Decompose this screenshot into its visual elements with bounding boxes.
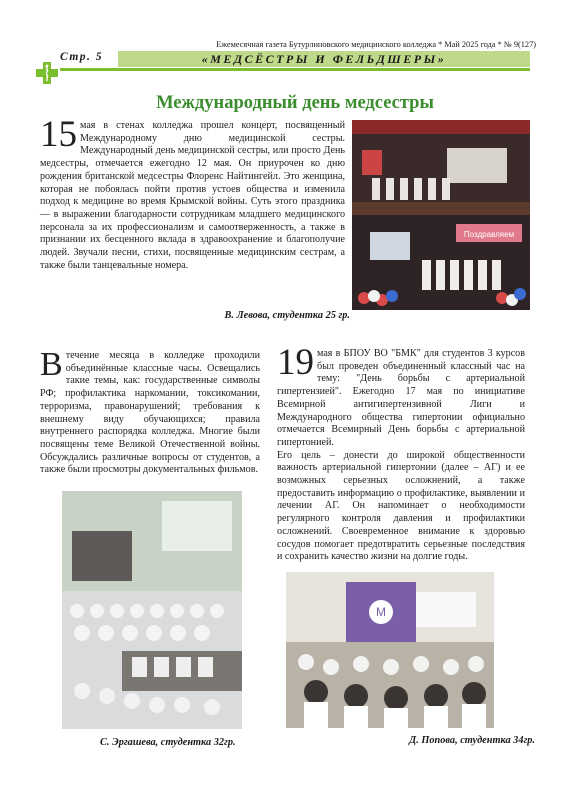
concert-photo [352,120,530,310]
article1-text: мая в стенах колледжа прошел концерт, посвященный Международному дню медицинской сестры. Международный день медицинской сестры, или просто День медсестры, отмечается ежегодно 12 мая. Он приурочен ко дню рождения британской медсестры Флоренс Найтингейл. Это женщина, которая не побоялась пойти против устоев общества и изменила подход к медицине во время Крымской войны. Суть этого праздника — в выражении благодарности сотрудникам младшего медицинского персонала за их профессионализм и самоотверженность, а также в признании их бесценного вклада в здравоохранение и благополучие людей. Звучали песни, стихи, посвященные медицинским сестрам, а также были танцевальные номера. [40,120,345,271]
article-title: Международный день медсестры [156,93,434,113]
header-rule [60,68,530,71]
article2-body [40,346,260,477]
page-label: Стр. 5 [60,51,104,63]
section-band [118,51,530,67]
article2-text: течение месяца в колледже проходили объединённые классные часы. Освещались такие темы, как: государственные символы РФ; профилактика наркомании, токсикомании, терроризма, правонарушений; требования к внешнему виду обучающихся; правила внутреннего распорядка колледжа. Многие были посвящены теме Великой Отечественной войны. Обсуждались различные вопросы от студентов, а также были просмотры документальных фильмов. [40,350,260,476]
newspaper-header-line: Ежемесячная газета Бутурлиновского медицинского колледжа * Май 2025 года * № 9(127) [216,40,536,49]
article3-text: мая в БПОУ ВО "БМК" для студентов 3 курсов был проведен объединенный классный час на тему: "День борьбы с артериальной гипертензией". Ежегодно 17 мая по инициативе Всемирной антигипертензивной Лиги и Международного общества гипертонии официально отмечается Всемирный День борьбы с артериальной гипертонией. [277,348,525,448]
article1-dropcap: 15 [40,114,77,155]
green-cross-icon [36,62,58,84]
room-banner-letter: М [376,605,386,619]
concert-banner-text: Поздравляем [463,230,515,239]
article1-body [40,114,345,272]
article3-text-2: Его цель – донести до широкой общественности важность артериальной гипертонии (далее – АГ) и ее возможных серьезных осложнений, а также предоставить информацию о профилактике, выявлении и лечении АГ. Он напоминает о необходимости регулярного контроля давления и профилактики осложнений. Своевременное внимание к здоровью сосудов помогает предотвратить серьезные последствия и сохранить качество жизни на долгие годы. [277,449,525,563]
article3-dropcap: 19 [277,342,314,383]
hypertension-classhour-photo [286,572,494,728]
article3-caption: Д. Попова, студентка 34гр. [409,735,535,746]
article1-caption: В. Левова, студентка 25 гр. [224,310,350,321]
article2-caption: С. Эргашева, студентка 32гр. [100,737,236,748]
article3-body [277,342,525,564]
classhour-photo [62,491,242,729]
section-title: «МЕДСЁСТРЫ И ФЕЛЬДШЕРЫ» [201,52,447,66]
article2-dropcap: В [40,346,63,383]
